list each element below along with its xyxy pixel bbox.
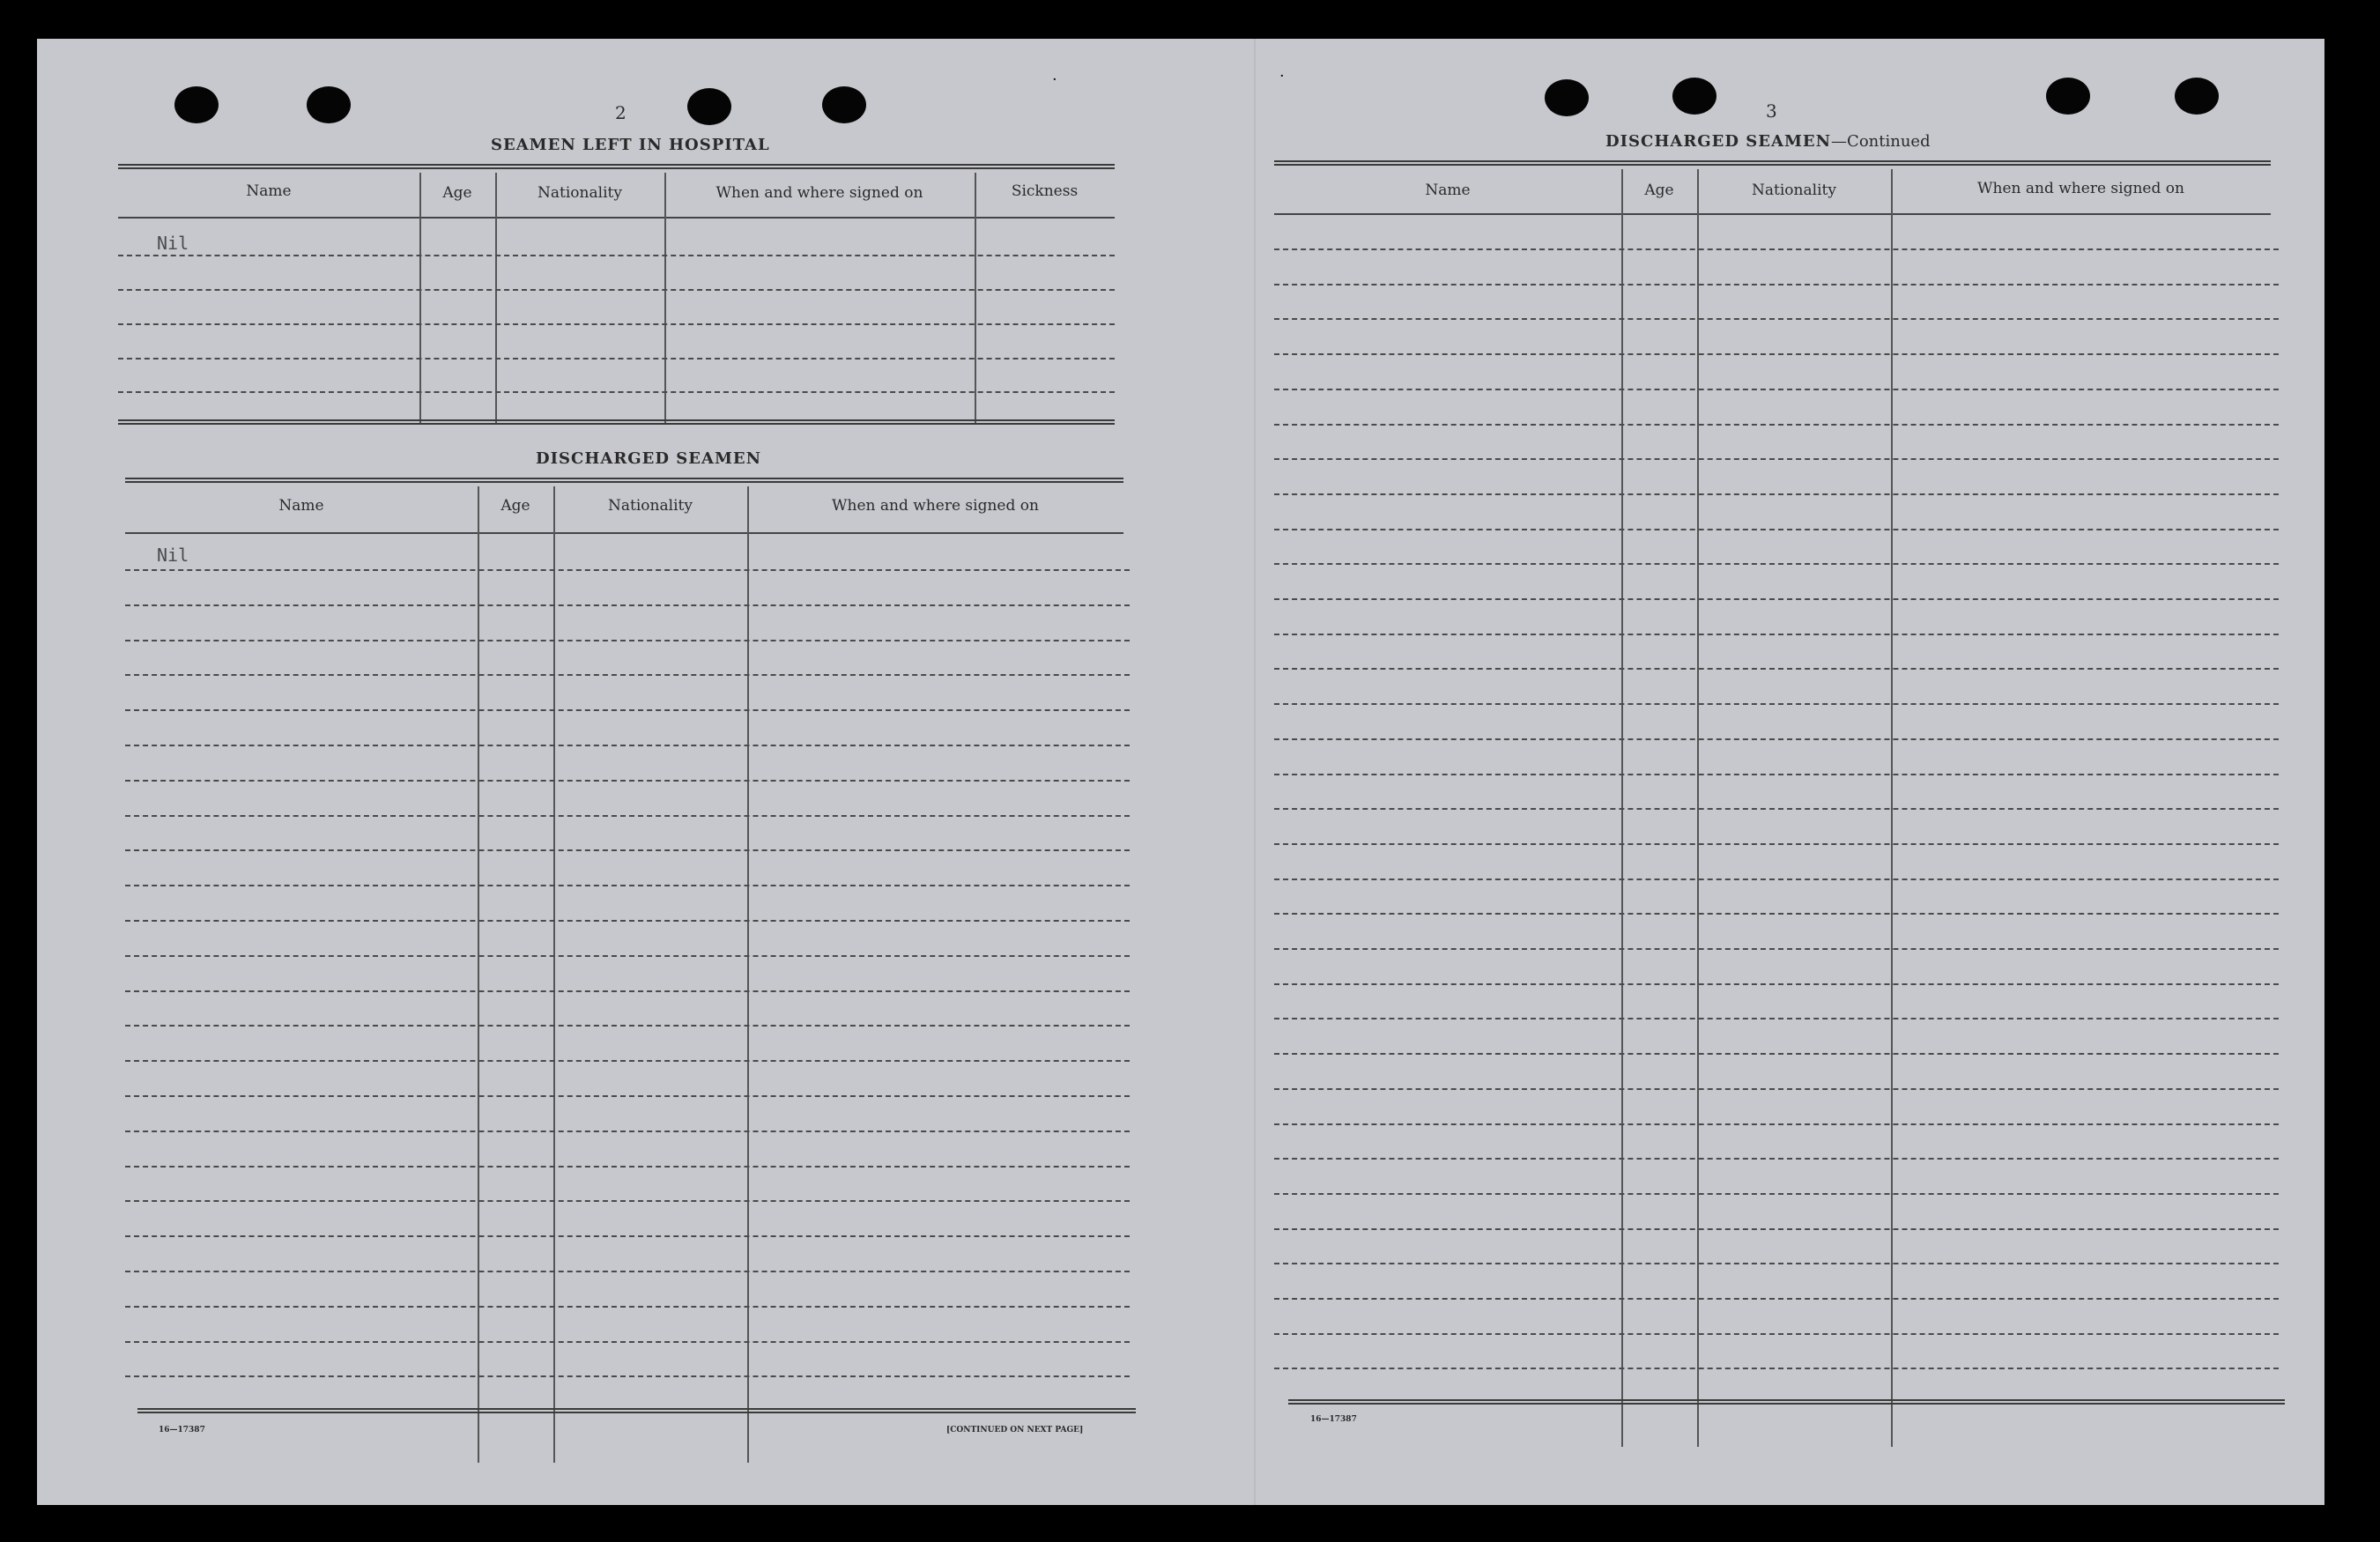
row-rule (118, 255, 1115, 256)
double-rule (137, 1408, 1136, 1413)
column-divider (495, 173, 497, 425)
row-rule (1274, 738, 2279, 740)
binder-hole (2175, 78, 2219, 115)
binder-hole (1545, 79, 1589, 116)
binder-hole (174, 86, 219, 123)
binder-hole (822, 86, 866, 123)
row-rule (1274, 1333, 2279, 1335)
col-header-age: Age (1644, 182, 1674, 199)
scan-speck: · (1279, 67, 1285, 85)
row-rule (1274, 948, 2279, 950)
row-rule (125, 780, 1130, 782)
row-rule (1274, 458, 2279, 460)
row-rule (125, 955, 1130, 957)
row-rule (1274, 913, 2279, 915)
row-rule (125, 815, 1130, 817)
page-number: 2 (615, 102, 627, 123)
row-rule (1274, 668, 2279, 670)
header-rule (1274, 213, 2271, 215)
row-rule (1274, 1298, 2279, 1300)
binder-hole (687, 88, 731, 125)
column-divider (975, 173, 976, 425)
column-divider (664, 173, 666, 425)
row-rule (118, 323, 1115, 325)
col-header-signed-on: When and where signed on (832, 497, 1039, 515)
row-rule (1274, 248, 2279, 250)
row-rule (125, 990, 1130, 992)
row-rule (1274, 1368, 2279, 1369)
row-rule (1274, 284, 2279, 285)
row-rule (1274, 983, 2279, 985)
hospital-entry: Nil (157, 233, 189, 254)
row-rule (125, 1025, 1130, 1027)
document-sheet (37, 39, 2324, 1505)
hospital-section-title: SEAMEN LEFT IN HOSPITAL (491, 136, 770, 154)
discharged-entry: Nil (157, 545, 189, 566)
row-rule (1274, 563, 2279, 565)
row-rule (125, 1131, 1130, 1132)
title-suffix: —Continued (1831, 132, 1931, 151)
col-header-nationality: Nationality (1752, 182, 1836, 199)
form-number: 16—17387 (159, 1426, 205, 1435)
row-rule (1274, 774, 2279, 775)
binder-hole (307, 86, 351, 123)
col-header-age: Age (442, 184, 472, 202)
row-rule (1274, 1263, 2279, 1264)
col-header-name: Name (1425, 182, 1471, 199)
col-header-nationality: Nationality (608, 497, 693, 515)
row-rule (125, 709, 1130, 711)
row-rule (1274, 1228, 2279, 1230)
row-rule (1274, 878, 2279, 880)
header-rule (118, 217, 1115, 219)
row-rule (125, 1060, 1130, 1062)
row-rule (125, 674, 1130, 676)
row-rule (125, 745, 1130, 746)
binder-hole (2046, 78, 2090, 115)
row-rule (1274, 843, 2279, 845)
column-divider (553, 486, 555, 1463)
title-main: DISCHARGED SEAMEN (1605, 132, 1832, 151)
row-rule (1274, 703, 2279, 705)
column-divider (419, 173, 421, 425)
row-rule (1274, 424, 2279, 426)
double-rule (125, 478, 1123, 483)
page-number: 3 (1766, 100, 1777, 122)
row-rule (1274, 1018, 2279, 1019)
col-header-signed-on: When and where signed on (1977, 180, 2184, 197)
row-rule (1274, 493, 2279, 495)
row-rule (1274, 353, 2279, 355)
row-rule (1274, 808, 2279, 810)
row-rule (125, 1341, 1130, 1343)
row-rule (1274, 1193, 2279, 1195)
col-header-age: Age (500, 497, 530, 515)
row-rule (118, 289, 1115, 291)
row-rule (1274, 1123, 2279, 1125)
discharged-continued-title (1605, 132, 1931, 151)
row-rule (1274, 1053, 2279, 1055)
col-header-sickness: Sickness (1011, 182, 1079, 200)
row-rule (125, 1166, 1130, 1168)
double-rule (1274, 160, 2271, 166)
discharged-section-title: DISCHARGED SEAMEN (536, 449, 762, 468)
row-rule (118, 391, 1115, 393)
row-rule (1274, 634, 2279, 635)
row-rule (125, 640, 1130, 641)
row-rule (1274, 318, 2279, 320)
row-rule (125, 1095, 1130, 1097)
row-rule (125, 1271, 1130, 1272)
row-rule (1274, 529, 2279, 530)
row-rule (125, 1200, 1130, 1202)
row-rule (125, 885, 1130, 886)
row-rule (1274, 1158, 2279, 1160)
column-divider (747, 486, 749, 1463)
double-rule (118, 164, 1115, 169)
row-rule (125, 569, 1130, 571)
row-rule (125, 849, 1130, 851)
binder-hole (1672, 78, 1716, 115)
row-rule (1274, 389, 2279, 390)
col-header-name: Name (246, 182, 292, 200)
row-rule (118, 358, 1115, 360)
row-rule (125, 920, 1130, 922)
row-rule (125, 1235, 1130, 1237)
row-rule (125, 1306, 1130, 1308)
form-number: 16—17387 (1310, 1415, 1357, 1424)
column-divider (478, 486, 479, 1463)
double-rule (118, 419, 1115, 425)
scan-speck: · (1052, 70, 1057, 89)
col-header-nationality: Nationality (538, 184, 622, 202)
double-rule (1288, 1399, 2285, 1405)
row-rule (125, 604, 1130, 606)
row-rule (1274, 1088, 2279, 1090)
header-rule (125, 532, 1123, 534)
continued-note: [CONTINUED ON NEXT PAGE] (946, 1426, 1084, 1435)
page-fold (1254, 39, 1256, 1505)
col-header-signed-on: When and where signed on (715, 184, 923, 202)
row-rule (1274, 598, 2279, 600)
col-header-name: Name (278, 497, 324, 515)
row-rule (125, 1375, 1130, 1377)
